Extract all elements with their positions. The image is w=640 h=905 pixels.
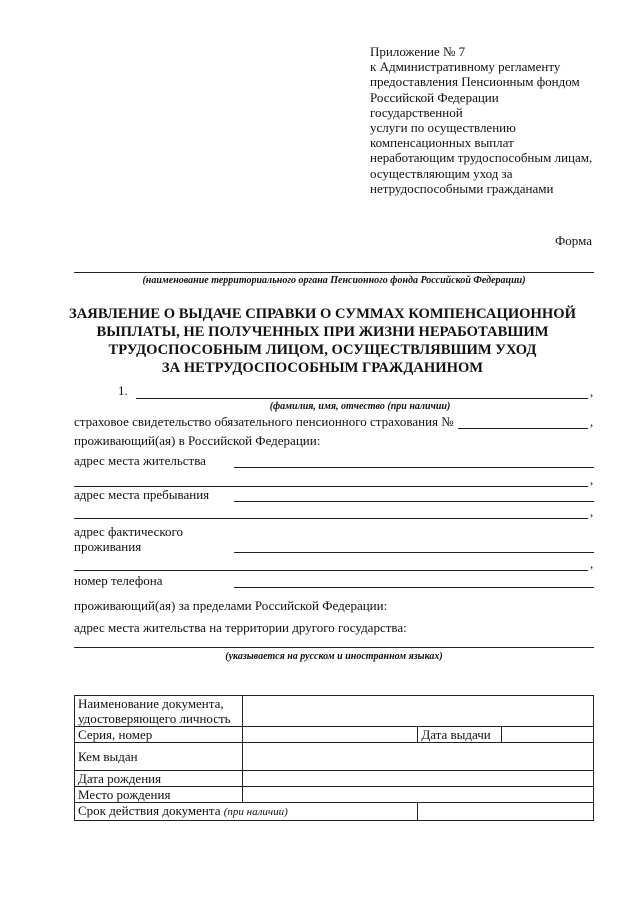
table-row <box>75 771 594 787</box>
fio-caption: (фамилия, имя, отчество (при наличии) <box>269 401 451 412</box>
appendix-line: к Административному регламенту <box>370 59 561 75</box>
issue-date-field[interactable] <box>502 727 594 743</box>
appendix-line: Российской Федерации <box>370 89 499 105</box>
page-title <box>60 305 585 377</box>
residing-rf-label: проживающий(ая) в Российской Федерации: <box>74 433 321 448</box>
table-row <box>75 787 594 803</box>
address-actual-field-2[interactable] <box>74 570 588 571</box>
validity-note: (при наличии) <box>223 806 288 818</box>
comma: , <box>590 414 594 429</box>
phone-label: номер телефона <box>74 573 163 588</box>
table-row <box>75 727 594 743</box>
table-row <box>75 696 594 727</box>
phone-field[interactable] <box>234 587 594 588</box>
doc-name-label <box>75 696 243 727</box>
doc-name-line-2: удостоверяющего личность <box>78 711 231 726</box>
issued-by-label: Кем выдан <box>75 743 243 771</box>
issue-date-label: Дата выдачи <box>418 727 502 743</box>
appendix-block <box>370 44 620 196</box>
insurance-label: страховое свидетельство обязательного пенсионного страхования № <box>74 414 454 429</box>
appendix-line: предоставления Пенсионным фондом <box>370 74 580 90</box>
series-field[interactable] <box>242 727 418 743</box>
table-row <box>75 743 594 771</box>
title-line: ВЫПЛАТЫ, НЕ ПОЛУЧЕННЫХ ПРИ ЖИЗНИ НЕРАБОТАВШИМ <box>96 324 549 340</box>
table-row <box>75 803 594 821</box>
language-caption: (указывается на русском и иностранном языках) <box>225 651 443 662</box>
appendix-line: неработающим трудоспособным лицам, <box>370 150 593 166</box>
comma: , <box>590 472 594 487</box>
address-stay-field-2[interactable] <box>74 518 588 519</box>
appendix-line: осуществляющим уход за <box>370 165 513 181</box>
doc-name-line-1: Наименование документа, <box>78 696 224 711</box>
appendix-line: нетрудоспособными гражданами <box>370 180 554 196</box>
form-label: Форма <box>555 233 592 248</box>
birth-place-label: Место рождения <box>75 787 243 803</box>
series-label: Серия, номер <box>75 727 243 743</box>
item-number: 1. <box>118 383 128 398</box>
appendix-line: Приложение № 7 <box>370 44 466 59</box>
address-stay-field[interactable] <box>234 501 594 502</box>
birth-place-field[interactable] <box>242 787 593 803</box>
address-foreign-field[interactable] <box>74 647 594 648</box>
territorial-body-caption: (наименование территориального органа Пенсионного фонда Российской Федерации) <box>142 275 526 286</box>
residing-abroad-label: проживающий(ая) за пределами Российской Федерации: <box>74 598 388 613</box>
title-line: ТРУДОСПОСОБНЫМ ЛИЦОМ, ОСУЩЕСТВЛЯВШИМ УХОД <box>108 342 537 358</box>
insurance-number-field[interactable] <box>458 428 588 429</box>
doc-name-field[interactable] <box>242 696 593 727</box>
address-residence-label: адрес места жительства <box>74 453 206 468</box>
fio-field[interactable] <box>136 398 588 399</box>
address-actual-label-1: адрес фактического <box>74 524 184 539</box>
birth-date-field[interactable] <box>242 771 593 787</box>
address-residence-field[interactable] <box>234 467 594 468</box>
territorial-body-field[interactable] <box>74 272 594 273</box>
appendix-line: услуги по осуществлению <box>370 120 516 136</box>
comma: , <box>590 556 594 571</box>
title-line: ЗА НЕТРУДОСПОСОБНЫМ ГРАЖДАНИНОМ <box>161 360 484 376</box>
address-actual-field[interactable] <box>234 552 594 553</box>
address-actual-label-2: проживания <box>74 539 142 554</box>
issued-by-field[interactable] <box>242 743 593 771</box>
birth-date-label: Дата рождения <box>75 771 243 787</box>
validity-label <box>75 803 418 821</box>
appendix-line: компенсационных выплат <box>370 135 514 151</box>
comma: , <box>590 384 594 399</box>
identity-document-table <box>74 695 594 821</box>
title-line: ЗАЯВЛЕНИЕ О ВЫДАЧЕ СПРАВКИ О СУММАХ КОМПЕНСАЦИОННОЙ <box>69 306 576 322</box>
address-foreign-label: адрес места жительства на территории другого государства: <box>74 620 407 635</box>
validity-text: Срок действия документа <box>78 803 221 818</box>
address-stay-label: адрес места пребывания <box>74 487 210 502</box>
comma: , <box>590 504 594 519</box>
appendix-line: государственной <box>370 104 463 120</box>
validity-field[interactable] <box>418 803 594 821</box>
